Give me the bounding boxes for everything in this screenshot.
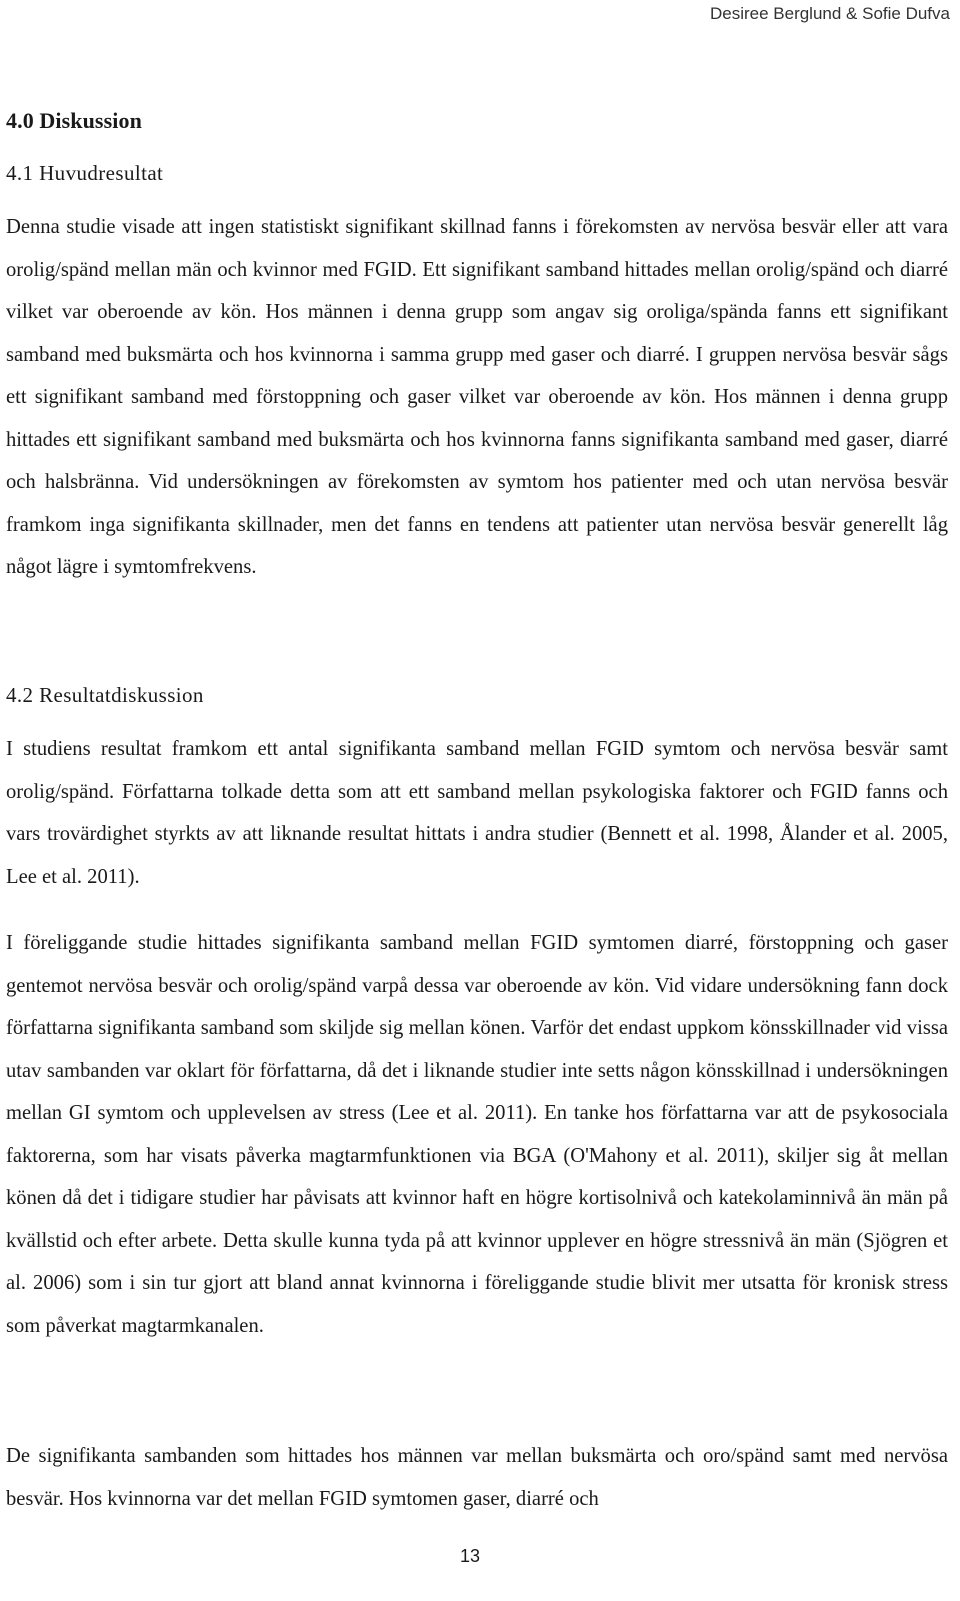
- section-heading-discussion: 4.0 Diskussion: [6, 108, 142, 133]
- paragraph-results-discussion-1: I studiens resultat framkom ett antal signifikanta samband mellan FGID symtom och nervösa besvär samt orolig/spänd. Författarna tolkade detta som att ett samband mellan psykologiska faktorer och FGID fanns och vars trovärdighet styrkts av att liknande resultat hittats i andra studier (Bennett et al. 1998, Ålander et al. 2005, Lee et al. 2011).: [6, 738, 948, 888]
- paragraph-results-discussion-2: I föreliggande studie hittades signifikanta samband mellan FGID symtomen diarré, förstoppning och gaser gentemot nervösa besvär och orolig/spänd varpå dessa var oberoende av kön. Vid vidare undersökning fann dock författarna signifikanta samband som skiljde sig mellan könen. Varför det endast uppkom könsskillnader vid vissa utav sambanden var oklart för författarna, då det i liknande studier inte setts någon könsskillnad i undersökningen mellan GI symtom och upplevelsen av stress (Lee et al. 2011). En tanke hos författarna var att de psykosociala faktorerna, som har visats påverka magtarmfunktionen via BGA (O'Mahony et al. 2011), skiljer sig åt mellan könen då det i tidigare studier har påvisats att kvinnor haft en högre kortisolnivå och katekolaminnivå än män på kvällstid och efter arbete. Detta skulle kunna tyda på att kvinnor upplever en högre stressnivå än män (Sjögren et al. 2006) som i sin tur gjort att bland annat kvinnorna i föreliggande studie blivit mer utsatta för kronisk stress som påverkat magtarmkanalen.: [6, 932, 948, 1337]
- page-number: 13: [459, 1546, 481, 1566]
- paragraph-results-discussion-3: De signifikanta sambanden som hittades hos männen var mellan buksmärta och oro/spänd samt med nervösa besvär. Hos kvinnorna var det mellan FGID symtomen gaser, diarré och: [6, 1445, 948, 1510]
- running-header-authors: Desiree Berglund & Sofie Dufva: [709, 4, 950, 23]
- paragraph-main-results: Denna studie visade att ingen statistiskt signifikant skillnad fanns i förekomsten av nervösa besvär eller att vara orolig/spänd mellan män och kvinnor med FGID. Ett signifikant samband hittades mellan orolig/spänd och diarré vilket var oberoende av kön. Hos männen i denna grupp som angav sig oroliga/spända fanns ett signifikant samband med buksmärta och hos kvinnorna i samma grupp med gaser och diarré. I gruppen nervösa besvär sågs ett signifikant samband med förstoppning och gaser vilket var oberoende av kön. Hos männen i denna grupp hittades ett signifikant samband med buksmärta och hos kvinnorna fanns signifikanta samband med gaser, diarré och halsbränna. Vid undersökningen av förekomsten av symtom hos patienter med och utan nervösa besvär framkom inga signifikanta skillnader, men det fanns en tendens att patienter utan nervösa besvär generellt låg något lägre i symtomfrekvens.: [6, 216, 948, 578]
- subsection-heading-results-discussion: 4.2 Resultatdiskussion: [6, 683, 204, 707]
- subsection-heading-main-results: 4.1 Huvudresultat: [6, 161, 164, 185]
